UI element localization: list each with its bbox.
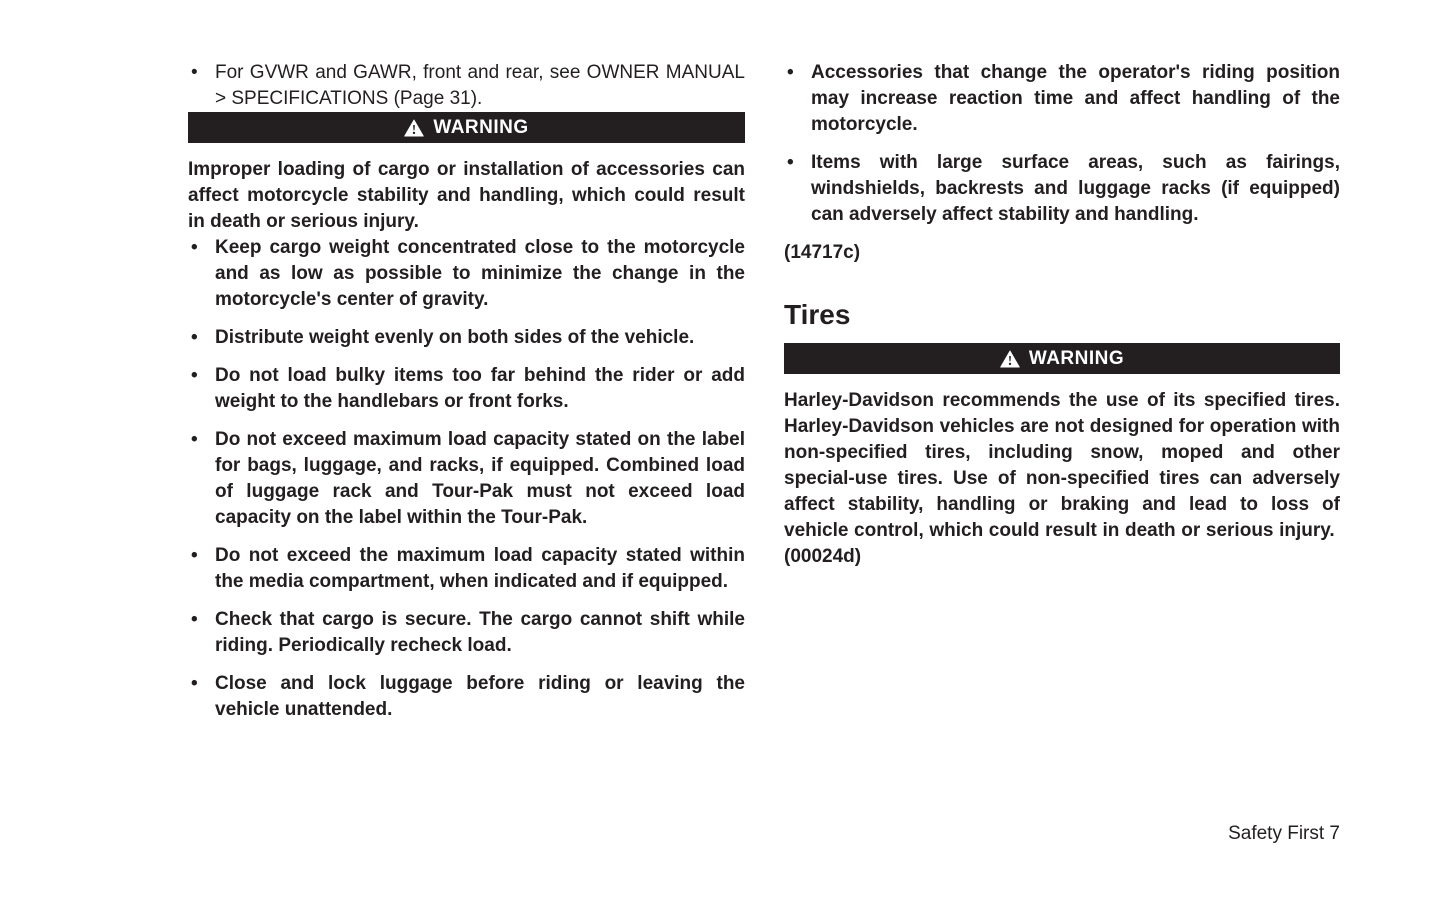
reference-code: (14717c) xyxy=(784,242,861,263)
bullet-item xyxy=(188,325,745,351)
bullet-item xyxy=(188,363,745,415)
bullet-item xyxy=(188,671,745,723)
bullet-text: Close and lock luggage before riding or leaving the vehicle unattended. xyxy=(215,673,745,720)
warning-banner-label: WARNING xyxy=(433,116,529,138)
bullet-item xyxy=(784,150,1340,228)
bullet-text: Check that cargo is secure. The cargo cannot shift while riding. Periodically recheck load. xyxy=(215,609,745,656)
bullet-text: For GVWR and GAWR, front and rear, see OWNER MANUAL > SPECIFICATIONS (Page 31). xyxy=(215,62,745,109)
bullet-item xyxy=(188,427,745,531)
bullet-item xyxy=(188,60,745,112)
warning-triangle-icon xyxy=(1000,350,1020,368)
bullet-text: Do not exceed maximum load capacity stated on the label for bags, luggage, and racks, if equipped. Combined load of luggage rack and Tour-Pak must not exceed load capacity on the label within the Tour-Pak. xyxy=(215,429,745,528)
intro-bullet-list xyxy=(188,60,745,112)
warning-intro-paragraph: Improper loading of cargo or installation of accessories can affect motorcycle stability and handling, which could result in death or serious injury. xyxy=(188,159,745,232)
bullet-text: Distribute weight evenly on both sides of the vehicle. xyxy=(215,327,695,348)
warning-banner-label: WARNING xyxy=(1028,347,1125,369)
bullet-item xyxy=(188,543,745,595)
bullet-text: Keep cargo weight concentrated close to the motorcycle and as low as possible to minimize the change in the motorcycle's center of gravity. xyxy=(215,237,745,310)
accessories-warning-bullet-list xyxy=(784,60,1340,228)
tires-heading: Tires xyxy=(784,299,851,330)
bullet-text: Do not load bulky items too far behind the rider or add weight to the handlebars or front forks. xyxy=(215,365,745,412)
bullet-item xyxy=(784,60,1340,138)
right-column xyxy=(784,60,1340,570)
bullet-item xyxy=(188,235,745,313)
bullet-text: Do not exceed the maximum load capacity stated within the media compartment, when indicated and if equipped. xyxy=(215,545,745,592)
left-column xyxy=(188,60,745,723)
bullet-text: Items with large surface areas, such as fairings, windshields, backrests and luggage racks (if equipped) can adversely affect stability and handling. xyxy=(811,152,1340,225)
warning-triangle-icon xyxy=(404,119,424,137)
warning-banner xyxy=(188,112,745,143)
cargo-warning-bullet-list xyxy=(188,235,745,723)
bullet-item xyxy=(188,607,745,659)
tires-warning-paragraph: Harley-Davidson recommends the use of its specified tires. Harley-Davidson vehicles are not designed for operation with non-specified tires, including snow, moped and other special-use tires. Use of non-specified tires can adversely affect stability, handling or braking and lead to loss of vehicle control, which could result in death or serious injury. (00024d) xyxy=(784,390,1340,567)
warning-banner xyxy=(784,343,1340,374)
bullet-text: Accessories that change the operator's riding position may increase reaction time and affect handling of the motorcycle. xyxy=(811,62,1340,135)
page-footer: Safety First 7 xyxy=(1228,823,1340,844)
